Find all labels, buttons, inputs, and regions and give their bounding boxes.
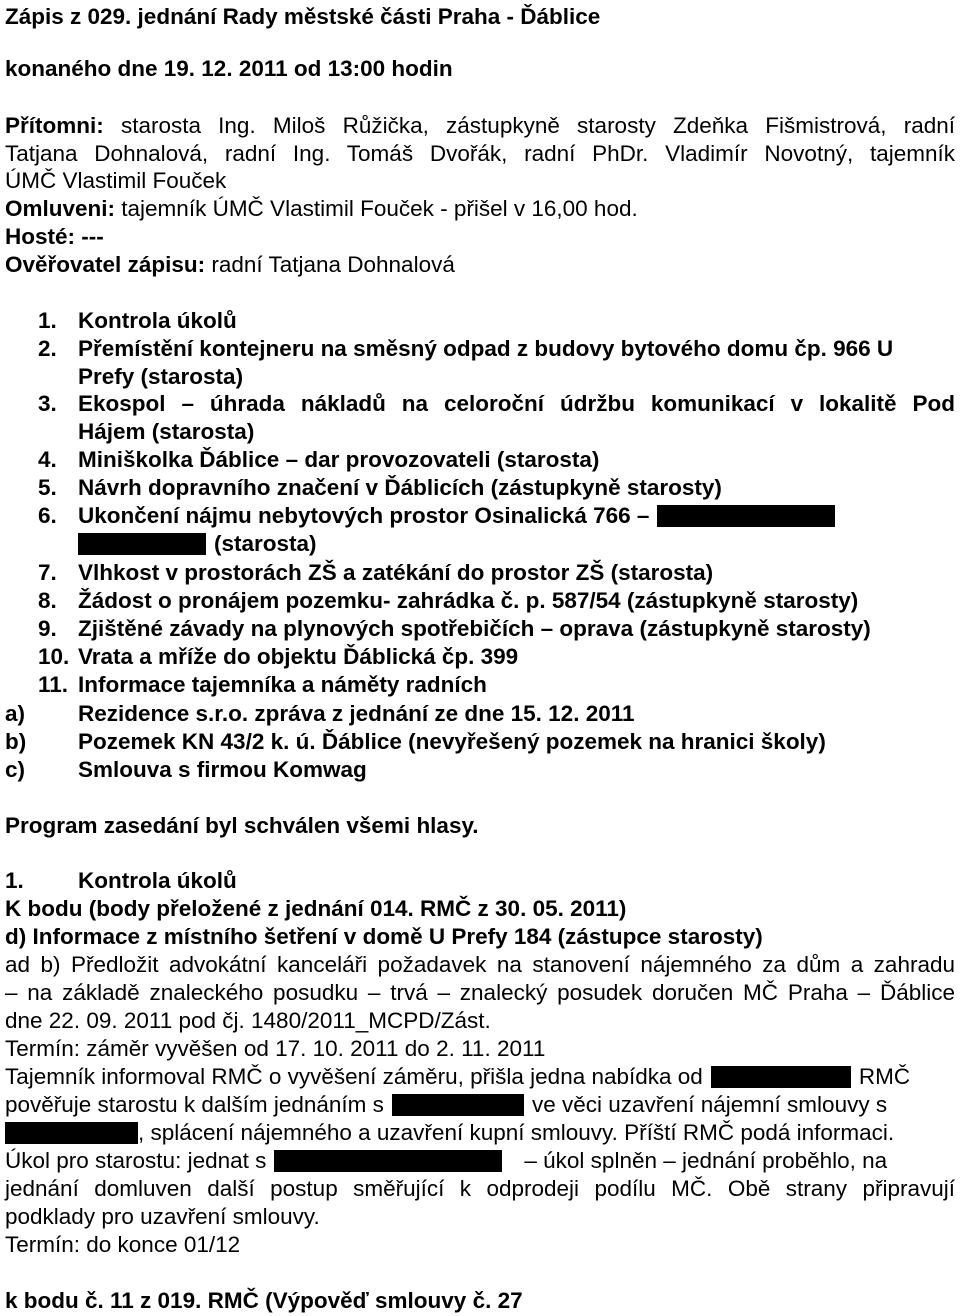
agenda-item-1: 1. Kontrola úkolů [38,308,237,333]
excused-line [5,195,638,223]
redaction-block [657,505,835,527]
agenda-item-9: 9. Zjištěné závady na plynových spotřebičích – oprava (zástupkyně starosty) [38,616,871,641]
agenda-item-6: 6. Ukončení nájmu nebytových prostor Osinalická 766 – [38,502,835,530]
paragraph-2-line-3: , splácení nájemného a uzavření kupní smlouvy. Příští RMČ podá informaci. [5,1119,894,1147]
next-reference: k bodu č. 11 z 019. RMČ (Výpověď smlouvy č. 27 [5,1288,523,1313]
agenda-item-2: 2. Přemístění kontejneru na směsný odpad z budovy bytového domu čp. 966 U [38,336,894,361]
paragraph-2-line-1: Tajemník informoval RMČ o vyvěšení záměru, přišla jedna nabídka od RMČ [5,1064,911,1089]
present-line-3: ÚMČ Vlastimil Fouček [5,168,227,193]
agenda-item-3-cont: Hájem (starosta) [78,419,255,444]
deadline-2: Termín: do konce 01/12 [5,1232,241,1257]
paragraph-2-line-5: jednání domluven další postup směřující k odprodeji podílu MČ. Obě strany připravují [5,1176,955,1201]
section-reference: K bodu (body přeložené z jednání 014. RMČ z 30. 05. 2011) [5,896,627,921]
agenda-item-7: 7. Vlhkost v prostorách ZŠ a zatékání do prostor ZŠ (starosta) [38,560,714,585]
verifier-text: radní Tatjana Dohnalová [205,252,455,277]
paragraph-2-line-2: pověřuje starostu k dalším jednáním s ve věci uzavření nájemní smlouvy s [5,1092,888,1117]
verifier-label: Ověřovatel zápisu: [5,252,206,277]
paragraph-1-line-1: ad b) Předložit advokátní kanceláři požadavek na stanovení nájemného za dům a zahradu [5,952,955,977]
paragraph-1-line-2: – na základě znaleckého posudku – trvá – znalecký posudek doručen MČ Praha – Ďáblice [5,980,955,1005]
redaction-block [392,1094,524,1116]
redaction-block [78,533,206,555]
paragraph-2-line-6: podklady pro uzavření smlouvy. [5,1204,320,1229]
present-label: Přítomni: [5,113,104,138]
verifier-line [5,251,455,279]
excused-label: Omluveni: [5,196,116,221]
paragraph-1-line-3: dne 22. 09. 2011 pod čj. 1480/2011_MCPD/Zást. [5,1008,491,1033]
present-text: starosta Ing. Miloš Růžička, zástupkyně starosty Zdeňka Fišmistrová, radní [103,113,955,138]
paragraph-2-line-4: Úkol pro starostu: jednat s – úkol splněn – jednání proběhlo, na [5,1148,888,1173]
section-item-d: d) Informace z místního šetření v domě U Prefy 184 (zástupce starosty) [5,924,763,949]
present-line-2: Tatjana Dohnalová, radní Ing. Tomáš Dvořák, radní PhDr. Vladimír Novotný, tajemník [5,141,955,166]
agenda-item-3: 3. Ekospol – úhrada nákladů na celoroční údržbu komunikací v lokalitě Pod [38,391,955,416]
agenda-approved: Program zasedání byl schválen všemi hlasy. [5,813,479,838]
guests-line: Hosté: --- [5,224,104,249]
excused-text: tajemník ÚMČ Vlastimil Fouček - přišel v 16,00 hod. [115,196,638,221]
agenda-item-11: 11. Informace tajemníka a náměty radních [38,672,487,697]
present-line-1 [5,112,955,140]
redaction-block [274,1150,502,1172]
agenda-item-5: 5. Návrh dopravního značení v Ďáblicích (zástupkyně starosty) [38,475,722,500]
agenda-item-10: 10. Vrata a mříže do objektu Ďáblická čp. 399 [38,644,519,669]
redaction-block [5,1122,138,1144]
agenda-item-8: 8. Žádost o pronájem pozemku- zahrádka č. p. 587/54 (zástupkyně starosty) [38,588,859,613]
agenda-item-4: 4. Miniškolka Ďáblice – dar provozovateli (starosta) [38,447,600,472]
section-heading: 1. Kontrola úkolů [5,868,237,893]
agenda-subitem-a: a) Rezidence s.r.o. zpráva z jednání ze dne 15. 12. 2011 [5,701,635,726]
deadline-1: Termín: záměr vyvěšen od 17. 10. 2011 do 2. 11. 2011 [5,1036,546,1061]
meeting-date: konaného dne 19. 12. 2011 od 13:00 hodin [5,56,453,81]
document-title: Zápis z 029. jednání Rady městské části Praha - Ďáblice [5,4,601,29]
redaction-block [711,1066,851,1088]
agenda-subitem-b: b) Pozemek KN 43/2 k. ú. Ďáblice (nevyřešený pozemek na hranici školy) [5,729,826,754]
agenda-subitem-c: c) Smlouva s firmou Komwag [5,757,367,782]
agenda-item-2-cont: Prefy (starosta) [78,364,244,389]
agenda-item-6-cont: (starosta) [78,530,317,558]
